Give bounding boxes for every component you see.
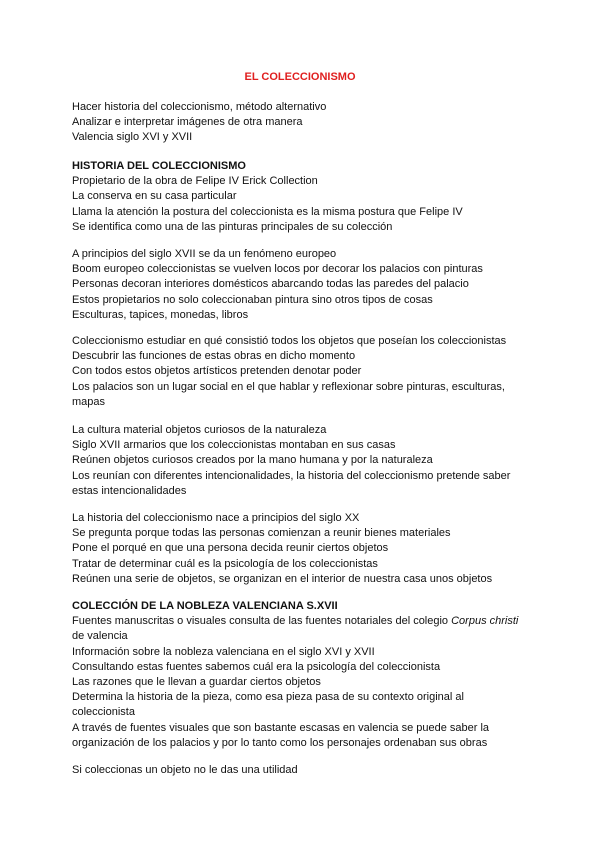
text-line: Determina la historia de la pieza, como esa pieza pasa de su contexto original al (72, 691, 464, 704)
paragraph-origen (72, 511, 542, 587)
text-line: Propietario de la obra de Felipe IV Erick Collection (72, 175, 318, 188)
text-line: A principios del siglo XVII se da un fenómeno europeo (72, 248, 337, 260)
text-line: de valencia (72, 630, 128, 643)
text-line: Esculturas, tapices, monedas, libros (72, 308, 249, 321)
text-line: Descubrir las funciones de estas obras en dicho momento (72, 350, 356, 363)
section-nobleza (72, 599, 542, 751)
text-line: organización de los palacios y por lo tanto como los personajes ordenaban sus obras (72, 736, 488, 749)
text-line: Los reunían con diferentes intencionalidades, la historia del coleccionismo pretende saber (72, 469, 511, 482)
intro-line: Analizar e interpretar imágenes de otra manera (72, 116, 303, 129)
paragraph-fenomeno (72, 247, 542, 323)
text-line: Boom europeo coleccionistas se vuelven locos por decorar los palacios con pinturas (72, 263, 483, 276)
text-line: Consultando estas fuentes sabemos cuál era la psicología del coleccionista (72, 660, 441, 673)
text-line: Pone el porqué en que una persona decida reunir ciertos objetos (72, 542, 389, 555)
text-line: Se identifica como una de las pinturas principales de su colección (72, 220, 393, 233)
italic-title: Corpus christi (451, 615, 519, 628)
text-line: Reúnen una serie de objetos, se organizan en el interior de nuestra casa unos objetos (72, 572, 493, 585)
text-line: Los palacios son un lugar social en el que hablar y reflexionar sobre pinturas, esculturas, (72, 380, 505, 393)
text-line: Tratar de determinar cuál es la psicología de los coleccionistas (72, 557, 378, 570)
text-line: Siglo XVII armarios que los coleccionistas montaban en sus casas (72, 439, 396, 452)
section-historia (72, 159, 542, 235)
text-line: Personas decoran interiores domésticos abarcando todas las paredes del palacio (72, 278, 469, 291)
section-heading: HISTORIA DEL COLECCIONISMO (72, 160, 246, 172)
text-line: Las razones que le llevan a guardar ciertos objetos (72, 676, 321, 689)
intro-line: Hacer historia del coleccionismo, método alternativo (72, 101, 327, 113)
text-fragment: Fuentes manuscritas o visuales consulta de las fuentes notariales del colegio (72, 615, 452, 628)
section-heading: COLECCIÓN DE LA NOBLEZA VALENCIANA S.XVII (72, 600, 338, 612)
text-line: mapas (72, 395, 106, 408)
text-line: Si coleccionas un objeto no le das una utilidad (72, 764, 298, 776)
text-line: Llama la atención la postura del coleccionista es la misma postura que Felipe IV (72, 205, 463, 218)
closing-line-block (72, 763, 542, 778)
text-line: Reúnen objetos curiosos creados por la mano humana y por la naturaleza (72, 454, 433, 467)
text-line: La conserva en su casa particular (72, 190, 237, 203)
text-line: coleccionista (72, 706, 135, 719)
text-line: Con todos estos objetos artísticos pretenden denotar poder (72, 365, 362, 378)
text-line: Información sobre la nobleza valenciana en el siglo XVI y XVII (72, 645, 375, 658)
intro-line: Valencia siglo XVI y XVII (72, 131, 193, 144)
text-line: Coleccionismo estudiar en qué consistió todos los objetos que poseían los coleccionistas (72, 335, 507, 347)
text-line: Estos propietarios no solo coleccionaban pintura sino otros tipos de cosas (72, 293, 433, 306)
document-title: EL COLECCIONISMO (244, 71, 356, 83)
text-line (72, 614, 542, 629)
paragraph-funciones (72, 334, 542, 410)
text-line: La cultura material objetos curiosos de la naturaleza (72, 424, 327, 436)
text-line: La historia del coleccionismo nace a principios del siglo XX (72, 512, 360, 524)
intro-block (72, 100, 542, 146)
text-line: Se pregunta porque todas las personas comienzan a reunir bienes materiales (72, 527, 451, 540)
text-line: A través de fuentes visuales que son bastante escasas en valencia se puede saber la (72, 721, 490, 734)
text-line: estas intencionalidades (72, 484, 187, 497)
paragraph-cultura-material (72, 423, 542, 499)
